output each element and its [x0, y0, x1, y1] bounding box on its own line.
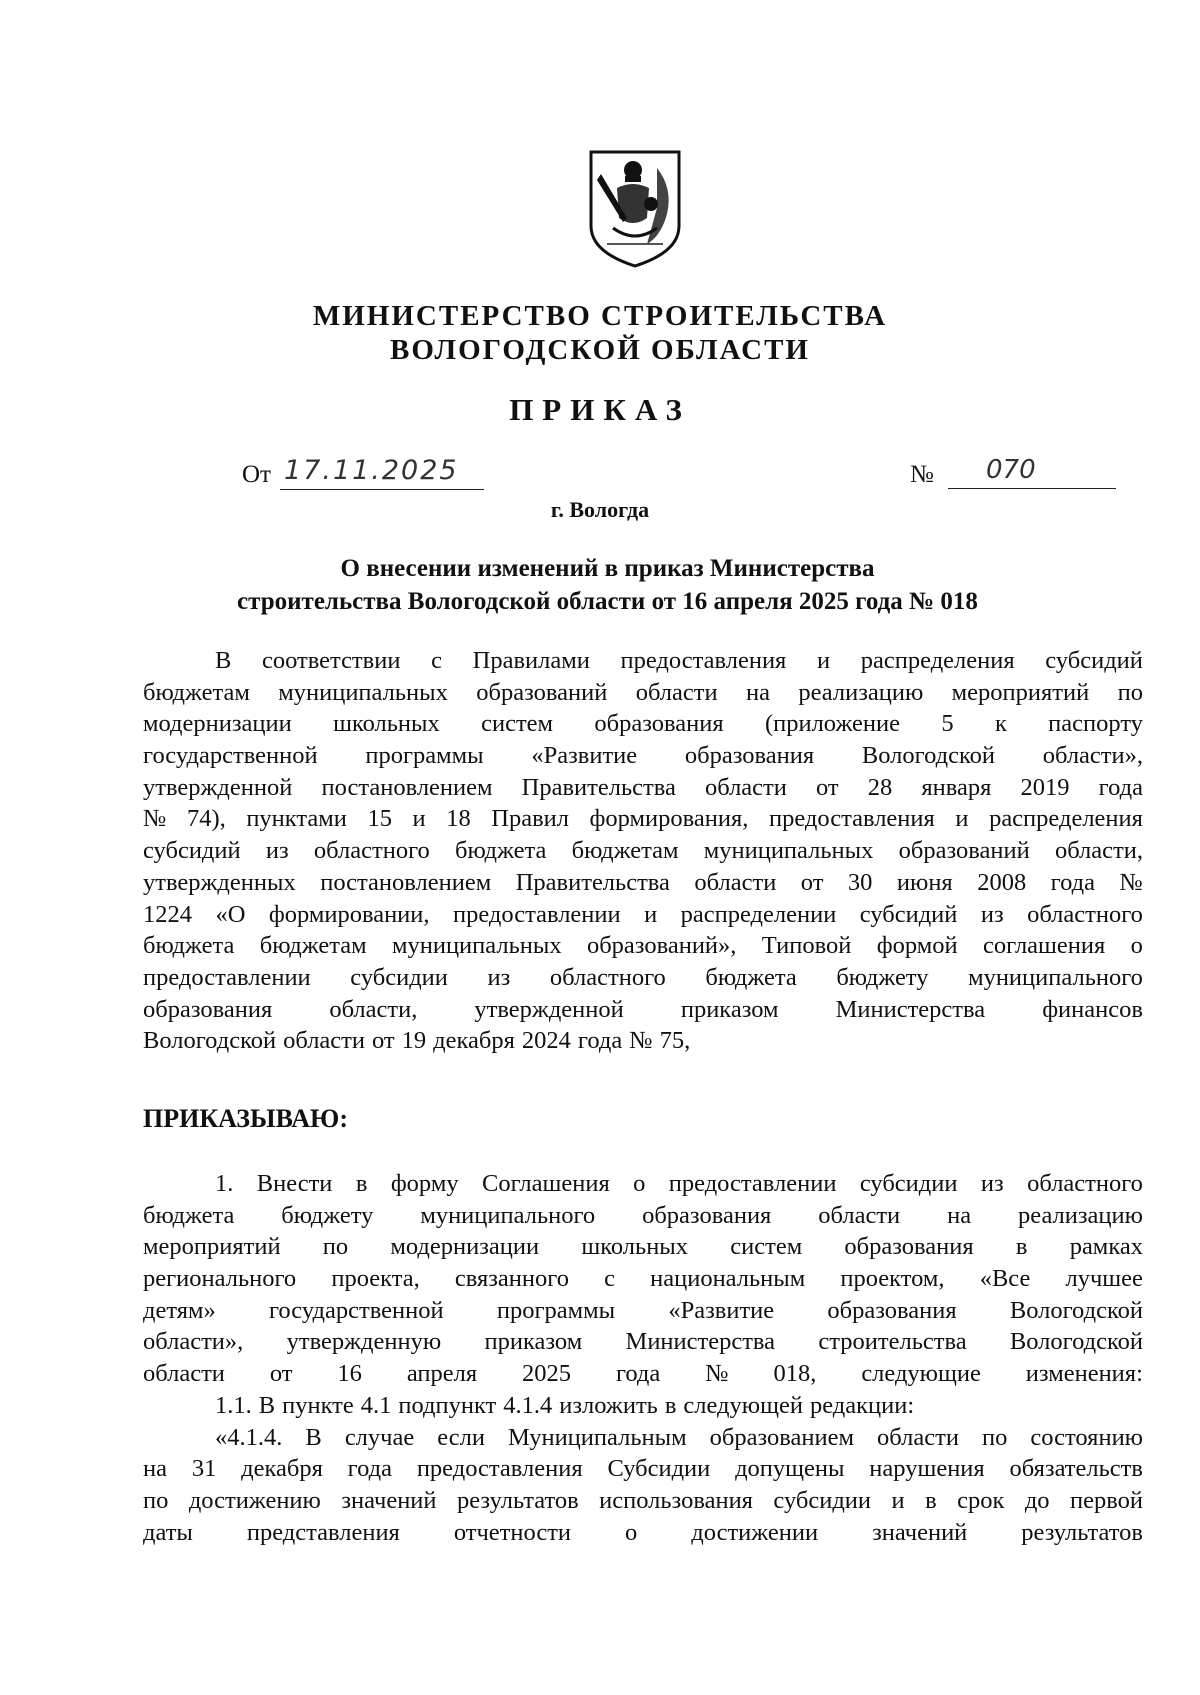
word: Министерства [625, 1328, 776, 1356]
word: утвержденной [474, 995, 624, 1023]
word: состоянию [1030, 1423, 1143, 1451]
word: регионального [143, 1265, 297, 1293]
word: постановлением [321, 773, 493, 801]
word: предоставления [416, 1455, 583, 1483]
word: по [981, 1423, 1008, 1451]
word: в [1015, 1233, 1028, 1261]
word: Внести [256, 1170, 333, 1197]
word: школьных [333, 710, 440, 738]
word: области [704, 773, 787, 801]
word: от [269, 1360, 293, 1388]
word: Вологодской [1009, 1328, 1143, 1356]
word: на [947, 1201, 972, 1229]
word: на [143, 1455, 167, 1483]
word: от [372, 1027, 395, 1055]
word: изложить [559, 1391, 658, 1419]
word: «Развитие [668, 1296, 775, 1324]
word: предоставлении [668, 1170, 837, 1197]
word: первой [1070, 1486, 1143, 1514]
word: 2008 [977, 868, 1027, 896]
word: 18 [446, 805, 471, 833]
word: образования [844, 1233, 974, 1261]
word: Муниципальным [508, 1423, 687, 1451]
text-line [143, 1358, 1143, 1390]
word: муниципальных [703, 837, 874, 865]
word: проекта, [331, 1265, 420, 1293]
word: 28 [867, 773, 893, 801]
word: бюджетам [571, 837, 679, 865]
word: в [664, 1391, 677, 1419]
word: образования [684, 742, 815, 770]
word: области [694, 868, 777, 896]
word: образований», [586, 932, 737, 960]
word: области [877, 1423, 959, 1451]
word: областного [549, 963, 666, 991]
word: систем [481, 710, 554, 738]
word: января [921, 773, 992, 801]
word: утвержденную [286, 1328, 442, 1356]
text-line [143, 930, 1143, 962]
word: «4.1.4. [215, 1423, 283, 1451]
word: Субсидии [607, 1455, 711, 1483]
word: реализацию [1018, 1201, 1143, 1229]
word: субсидии [773, 1486, 872, 1514]
text-line [143, 1200, 1143, 1232]
word: Вологодской [861, 742, 995, 770]
word: государственной [143, 742, 318, 770]
word: и [817, 647, 831, 674]
word: области [143, 1360, 225, 1388]
word: форму [390, 1170, 459, 1197]
text-line [143, 677, 1143, 709]
text-line [143, 645, 1143, 677]
word: области, [329, 995, 418, 1023]
word: отчетности [453, 1518, 572, 1546]
word: из [487, 963, 511, 991]
subject-line: О внесении изменений в приказ Министерства [340, 555, 875, 582]
text-line [143, 1025, 1143, 1057]
word: о [633, 1170, 646, 1197]
word: субсидии [350, 963, 448, 991]
word: и [891, 1486, 905, 1514]
city-label: г. Вологда [550, 497, 650, 522]
word: образования [594, 710, 724, 738]
word: области [635, 678, 718, 706]
word: достижению [188, 1486, 321, 1514]
word: В [305, 1423, 322, 1451]
word: по [1117, 678, 1143, 706]
word: пункте [282, 1391, 354, 1419]
word: областного [1027, 900, 1143, 928]
word: Соглашения [481, 1170, 610, 1197]
word: соответствии [262, 647, 401, 674]
word: июня [896, 868, 953, 896]
word: утвержденной [143, 773, 293, 801]
word: строительства [818, 1328, 967, 1356]
word: бюджета [143, 1201, 235, 1229]
word: бюджета [143, 932, 235, 960]
text-line [143, 994, 1143, 1026]
text-line [143, 1485, 1143, 1517]
subject-line: строительства Вологодской области от 16 апреля 2025 года № 018 [237, 588, 978, 615]
word: значений [341, 1486, 437, 1514]
text-line [143, 1295, 1143, 1327]
text-line [143, 1263, 1143, 1295]
word: систем [730, 1233, 803, 1261]
word: образования [827, 1296, 957, 1324]
word: распределения [860, 647, 1015, 674]
word: рамках [1069, 1233, 1143, 1261]
word: 1224 [143, 900, 192, 928]
text-line [143, 1231, 1143, 1263]
word: 1.1. [215, 1391, 252, 1419]
text-line [143, 772, 1143, 804]
date-label: От [242, 461, 271, 488]
word: 4.1 [360, 1391, 392, 1419]
word: о [625, 1518, 638, 1546]
word: приказом [484, 1328, 583, 1356]
word: предоставления [768, 805, 935, 833]
word: о [1130, 932, 1143, 960]
word: Вологодской [1009, 1296, 1143, 1324]
word: модернизации [390, 1233, 540, 1261]
word: 4.1.4 [503, 1391, 553, 1419]
word: субсидии [859, 1170, 958, 1197]
preamble-paragraph [143, 645, 1143, 1057]
word: 74), [186, 805, 226, 833]
word: бюджетам [143, 678, 250, 706]
word: области», [1042, 742, 1143, 770]
word: № [143, 805, 167, 833]
word: и [955, 805, 969, 833]
word: 19 [401, 1027, 427, 1055]
word: пунктами [246, 805, 347, 833]
word: и [412, 805, 426, 833]
word: связанного [454, 1265, 569, 1293]
word: даты [143, 1518, 193, 1546]
word: (приложение [764, 710, 901, 738]
text-line [143, 1517, 1143, 1549]
word: области», [143, 1328, 244, 1356]
word: приказом [680, 995, 779, 1023]
word: модернизации [143, 710, 292, 738]
word: областного [1027, 1170, 1143, 1197]
text-line [143, 708, 1143, 740]
word: образований [898, 837, 1030, 865]
word: и [644, 900, 658, 928]
word: финансов [1042, 995, 1143, 1023]
word: апреля [406, 1360, 478, 1388]
word: с [431, 647, 442, 674]
word: Типовой [761, 932, 852, 960]
word: в [355, 1170, 368, 1197]
word: бюджету [281, 1201, 374, 1229]
word: образованием [709, 1423, 854, 1451]
word: распределения [989, 805, 1143, 833]
word: редакции: [809, 1391, 915, 1419]
date-handwritten: 17.11.2025 [280, 455, 484, 490]
text-line [143, 740, 1143, 772]
word: результатов [1021, 1518, 1143, 1546]
word: использования [599, 1486, 753, 1514]
word: года [1098, 773, 1143, 801]
word: областного [313, 837, 430, 865]
word: 75, [659, 1027, 691, 1055]
word: года [347, 1455, 392, 1483]
word: реализацию [798, 678, 924, 706]
word: значений [872, 1518, 968, 1546]
word: на [745, 678, 770, 706]
word: «Все [979, 1265, 1031, 1293]
word: программы [496, 1296, 616, 1324]
word: соглашения [983, 932, 1106, 960]
number-label: № [910, 461, 934, 488]
text-line [143, 835, 1143, 867]
word: бюджета [705, 963, 797, 991]
word: «О [215, 900, 246, 928]
word: области, [1054, 837, 1143, 865]
word: формировании, [268, 900, 430, 928]
word: 2024 [521, 1027, 571, 1055]
word: формой [876, 932, 958, 960]
word: с [604, 1265, 615, 1293]
word: 16 [337, 1360, 362, 1388]
word: распределении [680, 900, 837, 928]
word: по [322, 1233, 349, 1261]
word: декабря [433, 1027, 515, 1055]
word: паспорту [1048, 710, 1143, 738]
word: государственной [268, 1296, 444, 1324]
word: предоставления [620, 647, 787, 674]
word: образования [642, 1201, 772, 1229]
word: случае [344, 1423, 415, 1451]
word: срок [957, 1486, 1005, 1514]
word: Правил [491, 805, 569, 833]
word: бюджета [455, 837, 547, 865]
word: образования [143, 995, 273, 1023]
word: школьных [581, 1233, 689, 1261]
word: № [629, 1027, 653, 1055]
word: субсидий [143, 837, 241, 865]
order-word: ПРИКАЗЫВАЮ: [143, 1104, 348, 1133]
word: В [215, 647, 232, 674]
word: «Развитие [531, 742, 638, 770]
word: 31 [191, 1455, 217, 1483]
word: Министерства [835, 995, 986, 1023]
word: В [258, 1391, 276, 1419]
text-line [143, 1422, 1143, 1454]
word: 018, [773, 1360, 817, 1388]
word: 5 [941, 710, 954, 738]
word: субсидий [1045, 647, 1143, 674]
word: в [925, 1486, 937, 1514]
order-subject [140, 552, 1075, 618]
text-line [143, 803, 1143, 835]
vologda-coat-of-arms-icon [587, 148, 683, 270]
word: детям» [143, 1296, 216, 1324]
word: от [816, 773, 839, 801]
word: обязательств [1009, 1455, 1143, 1483]
word: из [980, 900, 1004, 928]
word: подпункт [398, 1391, 497, 1419]
word: муниципального [420, 1201, 596, 1229]
word: мероприятий [951, 678, 1090, 706]
ministry-name-line2: ВОЛОГОДСКОЙ ОБЛАСТИ [390, 334, 810, 366]
word: формирования, [589, 805, 749, 833]
word: образований [476, 678, 608, 706]
text-line [143, 1168, 1143, 1200]
word: лучшее [1065, 1265, 1143, 1293]
word: мероприятий [143, 1233, 281, 1261]
word: 2025 [522, 1360, 572, 1388]
word: программы [365, 742, 484, 770]
word: бюджету [836, 963, 929, 991]
word: муниципального [968, 963, 1143, 991]
text-line [143, 867, 1143, 899]
word: субсидий [859, 900, 958, 928]
word: 2019 [1020, 773, 1070, 801]
word: предоставлении [452, 900, 621, 928]
order-items [143, 1168, 1143, 1548]
text-line [143, 1390, 1143, 1422]
word: следующие [861, 1360, 981, 1388]
word: бюджетам [259, 932, 367, 960]
word: утвержденных [143, 868, 296, 896]
word: допущены [735, 1455, 845, 1483]
word: 30 [847, 868, 873, 896]
word: от [800, 868, 824, 896]
word: до [1024, 1486, 1050, 1514]
word: Правительства [515, 868, 670, 896]
word: № [705, 1360, 729, 1388]
text-line [143, 1326, 1143, 1358]
word: достижении [691, 1518, 819, 1546]
word: Вологодской [143, 1027, 277, 1055]
word: года [615, 1360, 661, 1388]
word: области [283, 1027, 365, 1055]
word: если [437, 1423, 485, 1451]
word: года [1050, 868, 1095, 896]
word: представления [246, 1518, 400, 1546]
word: из [265, 837, 289, 865]
word: национальным [650, 1265, 806, 1293]
word: Правилами [472, 647, 590, 674]
word: изменения: [1025, 1360, 1143, 1388]
word: 1. [215, 1170, 234, 1197]
word: из [980, 1170, 1004, 1197]
word: следующей [683, 1391, 803, 1419]
word: нарушения [869, 1455, 985, 1483]
word: декабря [241, 1455, 323, 1483]
ministry-name-line1: МИНИСТЕРСТВО СТРОИТЕЛЬСТВА [312, 300, 888, 332]
word: 15 [367, 805, 392, 833]
word: проектом, [840, 1265, 945, 1293]
word: Правительства [521, 773, 676, 801]
text-line [143, 962, 1143, 994]
word: № [1119, 868, 1143, 896]
word: года [577, 1027, 623, 1055]
word: муниципальных [278, 678, 448, 706]
word: предоставлении [143, 963, 311, 991]
word: по [143, 1486, 169, 1514]
text-line [143, 1453, 1143, 1485]
word: результатов [456, 1486, 579, 1514]
word: области [818, 1201, 901, 1229]
word: к [994, 710, 1007, 738]
number-handwritten: 070 [948, 455, 1116, 489]
word: постановлением [320, 868, 492, 896]
word: муниципальных [391, 932, 562, 960]
text-line [143, 899, 1143, 931]
document-type-title: ПРИКАЗ [509, 392, 691, 427]
